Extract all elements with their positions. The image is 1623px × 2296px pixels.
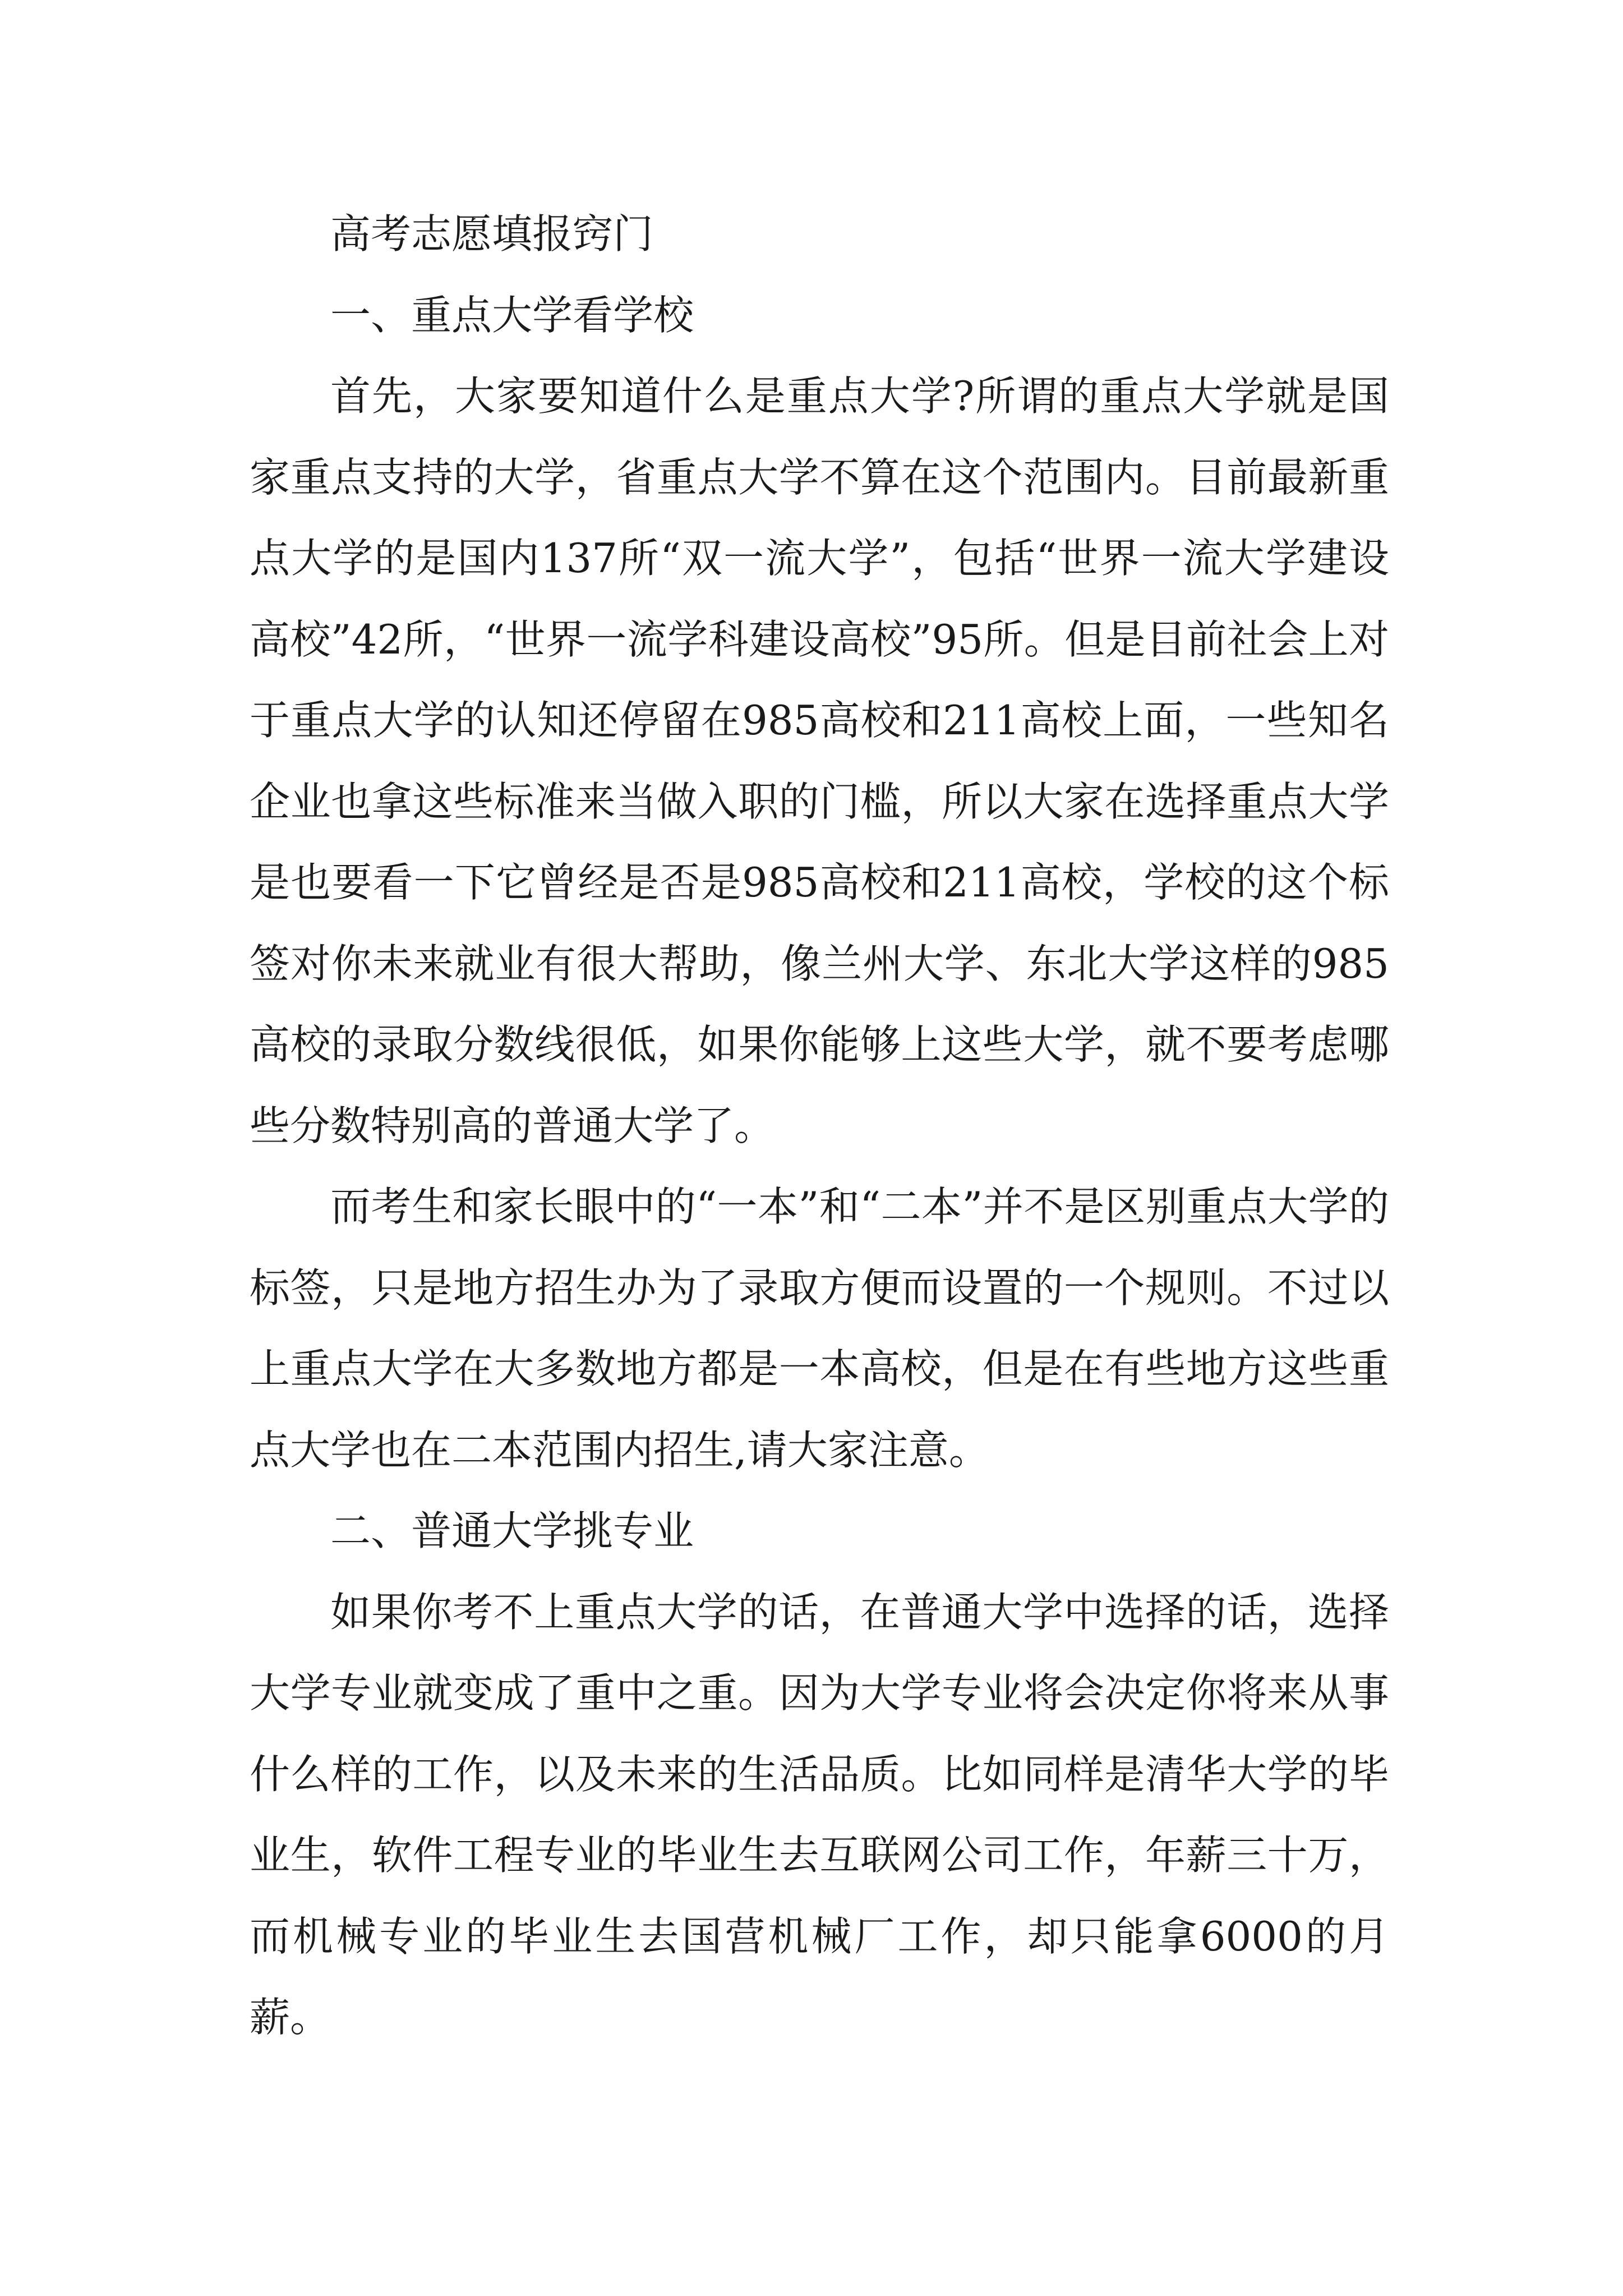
section-1-paragraph-1: 首先，大家要知道什么是重点大学?所谓的重点大学就是国家重点支持的大学，省重点大学不算在这个范围内。目前最新重点大学的是国内137所“双一流大学”，包括“世界一流大学建设高校”42所，“世界一流学科建设高校”95所。但是目前社会上对于重点大学的认知还停留在985高校和211高校上面，一些知名企业也拿这些标准来当做入职的门槛，所以大家在选择重点大学是也要看一下它曾经是否是985高校和211高校，学校的这个标签对你未来就业有很大帮助，像兰州大学、东北大学这样的985高校的录取分数线很低，如果你能够上这些大学，就不要考虑哪些分数特别高的普通大学了。 — [250, 372, 1389, 1149]
document-body — [250, 194, 1389, 2058]
section-2-heading: 二、普通大学挑专业 — [330, 1507, 694, 1554]
section-2-paragraph-1: 如果你考不上重点大学的话，在普通大学中选择的话，选择大学专业就变成了重中之重。因为大学专业将会决定你将来从事什么样的工作，以及未来的生活品质。比如同样是清华大学的毕业生，软件工程专业的毕业生去互联网公司工作，年薪三十万，而机械专业的毕业生去国营机械厂工作，却只能拿6000的月薪。 — [250, 1588, 1389, 2041]
section-1-heading: 一、重点大学看学校 — [330, 291, 694, 339]
section-1-paragraph-2: 而考生和家长眼中的“一本”和“二本”并不是区别重点大学的标签，只是地方招生办为了录取方便而设置的一个规则。不过以上重点大学在大多数地方都是一本高校，但是在有些地方这些重点大学也在二本范围内招生,请大家注意。 — [250, 1183, 1389, 1474]
document-title: 高考志愿填报窍门 — [330, 210, 654, 257]
